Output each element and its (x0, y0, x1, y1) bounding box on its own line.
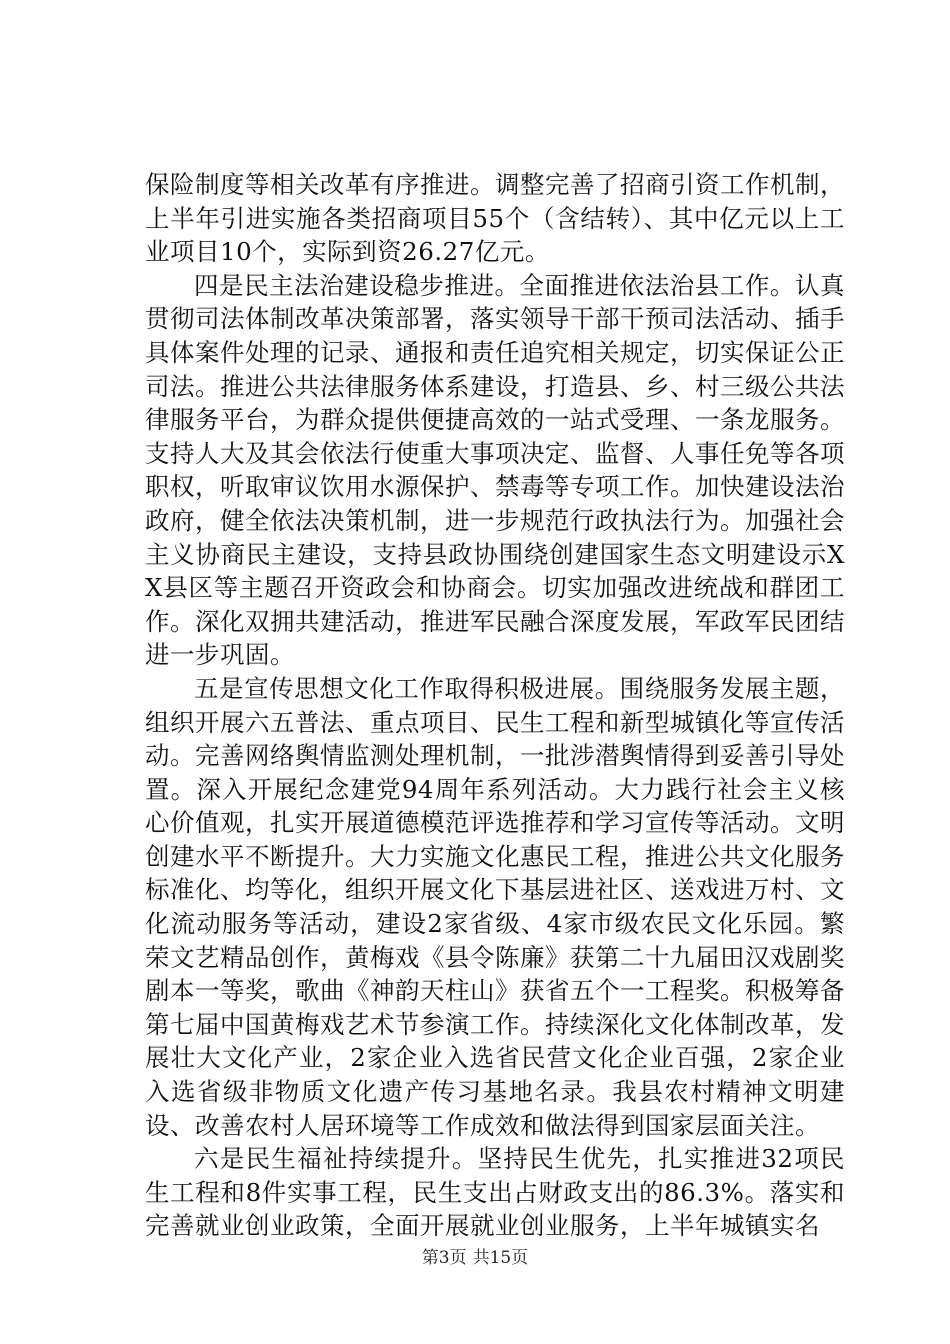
page-footer (0, 1247, 950, 1269)
page-total: 共15页 (472, 1248, 529, 1268)
paragraph-continuation: 保险制度等相关改革有序推进。调整完善了招商引资工作机制，上半年引进实施各类招商项目55个（含结转）、其中亿元以上工业项目10个，实际到资26.27亿元。 (145, 170, 845, 267)
paragraph-culture: 五是宣传思想文化工作取得积极进展。围绕服务发展主题，组织开展六五普法、重点项目、民生工程和新型城镇化等宣传活动。完善网络舆情监测处理机制，一批涉潜舆情得到妥善引导处置。深入开展纪念建党94周年系列活动。大力践行社会主义核心价值观，扎实开展道德模范评选推荐和学习宣传等活动。文明创建水平不断提升。大力实施文化惠民工程，推进公共文化服务标准化、均等化，组织开展文化下基层进社区、送戏进万村、文化流动服务等活动，建设2家省级、4家市级农民文化乐园。繁荣文艺精品创作，黄梅戏《县令陈廉》获第二十九届田汉戏剧奖剧本一等奖，歌曲《神韵天柱山》获省五个一工程奖。积极筹备第七届中国黄梅戏艺术节参演工作。持续深化文化体制改革，发展壮大文化产业，2家企业入选省民营文化企业百强，2家企业入选省级非物质文化遗产传习基地名录。我县农村精神文明建设、改善农村人居环境等工作成效和做法得到国家层面关注。 (145, 673, 845, 1140)
paragraph-livelihood: 六是民生福祉持续提升。坚持民生优先，扎实推进32项民生工程和8件实事工程，民生支出占财政支出的86.3%。落实和完善就业创业政策，全面开展就业创业服务，上半年城镇实名 (145, 1144, 845, 1241)
document-body (145, 168, 845, 1243)
paragraph-rule-of-law: 四是民主法治建设稳步推进。全面推进依法治县工作。认真贯彻司法体制改革决策部署，落实领导干部干预司法活动、插手具体案件处理的记录、通报和责任追究相关规定，切实保证公正司法。推进公共法律服务体系建设，打造县、乡、村三级公共法律服务平台，为群众提供便捷高效的一站式受理、一条龙服务。支持人大及其会依法行使重大事项决定、监督、人事任免等各项职权，听取审议饮用水源保护、禁毒等专项工作。加快建设法治政府，健全依法决策机制，进一步规范行政执法行为。加强社会主义协商民主建设，支持县政协围绕创建国家生态文明建设示XX县区等主题召开资政会和协商会。切实加强改进统战和群团工作。深化双拥共建活动，推进军民融合深度发展，军政军民团结进一步巩固。 (145, 270, 845, 670)
page-number: 第3页 (421, 1248, 467, 1268)
